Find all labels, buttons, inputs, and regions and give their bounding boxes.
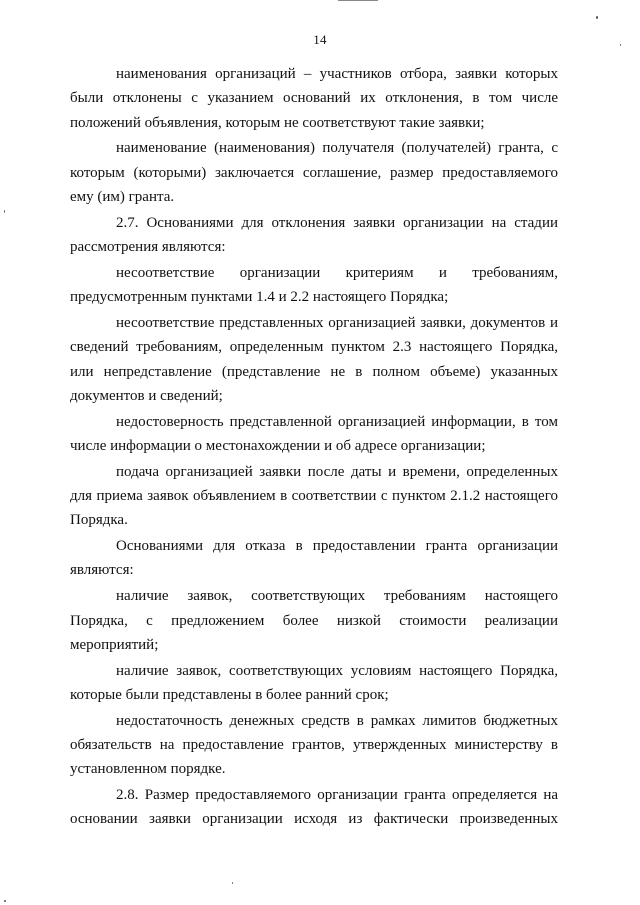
- scan-speck: [620, 44, 621, 46]
- paragraph-late-submission: подача организацией заявки после даты и времени, определенных для приема заявок объявлением в соответствии с пунктом 2.1.2 настоящего Порядка.: [70, 463, 558, 529]
- paragraph-grant-recipient: наименование (наименования) получателя (получателей) гранта, с которым (которыми) заключается соглашение, размер предоставляемого ему (им) гранта.: [70, 140, 558, 205]
- scan-speck: [4, 900, 6, 902]
- paragraph-lower-cost: наличие заявок, соответствующих требованиям настоящего Порядка, с предложением более низкой стоимости реализации мероприятий;: [70, 588, 558, 653]
- scan-speck: [596, 16, 598, 19]
- paragraph-section-2-7: 2.7. Основаниями для отклонения заявки организации на стадии рассмотрения являются:: [70, 214, 558, 256]
- paragraph-earlier-submission: наличие заявок, соответствующих условиям настоящего Порядка, которые были представлены в более ранний срок;: [70, 662, 558, 703]
- paragraph-documents-mismatch: несоответствие представленных организацией заявки, документов и сведений требованиям, определенным пунктом 2.3 настоящего Порядка, или непредставление (представление не в полном объеме) указанных документов и сведений;: [70, 314, 558, 404]
- scan-speck: [4, 210, 5, 213]
- page-number: 14: [313, 32, 327, 47]
- paragraph-unreliable-info: недостоверность представленной организацией информации, в том числе информации о местонахождении и об адресе организации;: [70, 413, 558, 454]
- scan-speck: [232, 882, 233, 884]
- paragraph-refusal-grounds: Основаниями для отказа в предоставлении гранта организации являются:: [70, 538, 558, 579]
- paragraph-criteria-mismatch: несоответствие организации критериям и требованиям, предусмотренным пунктами 1.4 и 2.2 настоящего Порядка;: [70, 264, 558, 306]
- paragraph-insufficient-funds: недостаточность денежных средств в рамках лимитов бюджетных обязательств на предоставление грантов, утвержденных министерству в установленном порядке.: [70, 712, 558, 778]
- paragraph-rejected-names: наименования организаций – участников отбора, заявки которых были отклонены с указанием оснований их отклонения, в том числе положений объявления, которым не соответствуют такие заявки;: [70, 66, 558, 131]
- paragraph-section-2-8: 2.8. Размер предоставляемого организации гранта определяется на основании заявки организации исходя из фактически произведенных: [70, 787, 558, 828]
- document-body: [70, 62, 558, 833]
- scan-edge-line: [338, 0, 378, 1]
